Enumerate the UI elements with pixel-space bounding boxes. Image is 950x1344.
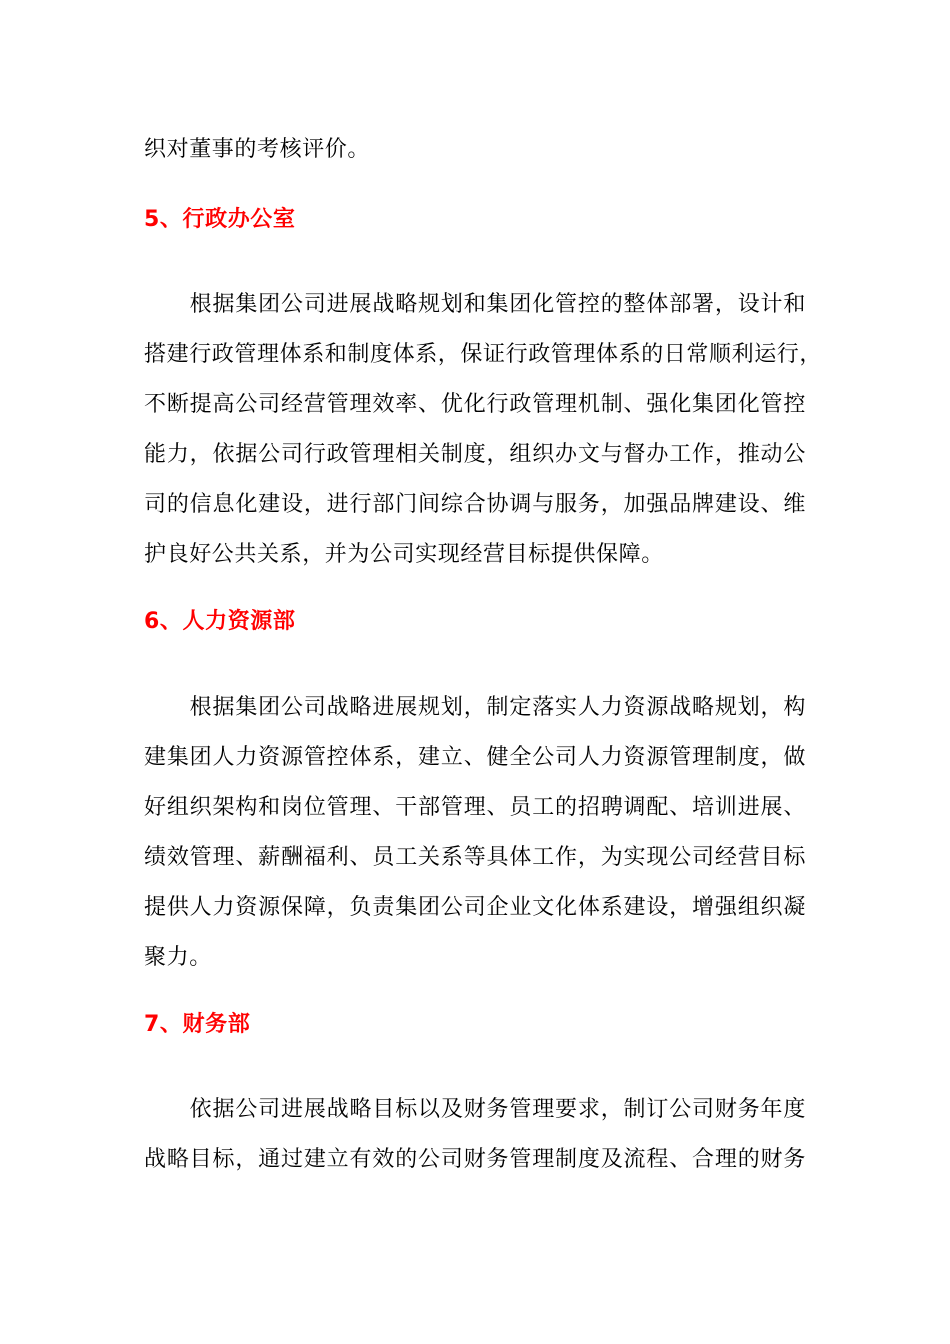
section-heading-administration-office: 5、行政办公室 — [144, 207, 296, 232]
paragraph-line: 根据集团公司战略进展规划，制定落实人力资源战略规划，构 — [144, 695, 806, 720]
paragraph-line: 织对董事的考核评价。 — [144, 137, 371, 162]
paragraph-line: 不断提高公司经营管理效率、优化行政管理机制、强化集团化管控 — [144, 392, 806, 417]
paragraph-line: 绩效管理、薪酬福利、员工关系等具体工作，为实现公司经营目标 — [144, 845, 806, 870]
paragraph-line: 战略目标，通过建立有效的公司财务管理制度及流程、合理的财务 — [144, 1147, 806, 1172]
paragraph-line: 搭建行政管理体系和制度体系，保证行政管理体系的日常顺利运行， — [144, 342, 823, 367]
paragraph-line: 聚力。 — [144, 945, 212, 970]
paragraph-line: 根据集团公司进展战略规划和集团化管控的整体部署，设计和 — [144, 292, 806, 317]
section-heading-finance: 7、财务部 — [144, 1012, 251, 1037]
paragraph-line: 护良好公共关系，并为公司实现经营目标提供保障。 — [144, 542, 664, 567]
paragraph-line: 依据公司进展战略目标以及财务管理要求，制订公司财务年度 — [144, 1097, 806, 1122]
paragraph-line: 建集团人力资源管控体系，建立、健全公司人力资源管理制度，做 — [144, 745, 806, 770]
section-heading-human-resources: 6、人力资源部 — [144, 609, 296, 634]
paragraph-line: 好组织架构和岗位管理、干部管理、员工的招聘调配、培训进展、 — [144, 795, 806, 820]
paragraph-line: 能力，依据公司行政管理相关制度，组织办文与督办工作，推动公 — [144, 442, 806, 467]
paragraph-line: 提供人力资源保障，负责集团公司企业文化体系建设，增强组织凝 — [144, 895, 806, 920]
paragraph-line: 司的信息化建设，进行部门间综合协调与服务，加强品牌建设、维 — [144, 492, 806, 517]
